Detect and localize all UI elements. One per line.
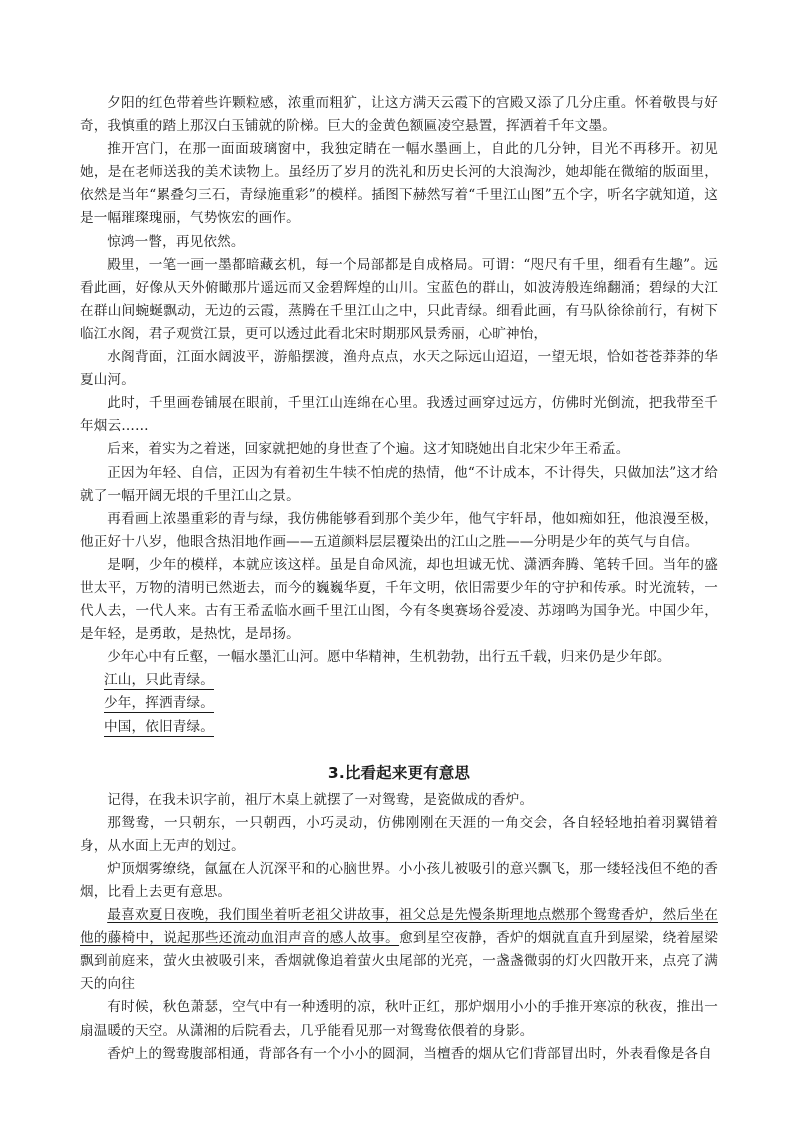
paragraph: 那鸳鸯，一只朝东，一只朝西，小巧灵动，仿佛刚刚在天涯的一角交会，各自轻轻地拍着羽翼错着身，从水面上无声的划过。 [80,814,718,854]
essay-body [80,92,718,1066]
section-title: 3.比看起来更有意思 [327,763,471,782]
paragraph: 是啊，少年的模样，本就应该这样。虽是自命风流，却也坦诚无忧、潇洒奔腾、笔转千回。当年的盛世太平，万物的清明已然逝去，而今的巍巍华夏，千年文明，依旧需要少年的守护和传承。时光流转，一代人去，一代人来。古有王希孟临水画千里江山图，今有冬奥赛场谷爱凌、苏翊鸣为国争光。中国少年，是年轻，是勇敢，是热忱，是昂扬。 [80,556,718,643]
paragraph: 惊鸿一瞥，再见依然。 [107,233,245,250]
paragraph: 正因为年轻、自信，正因为有着初生牛犊不怕虎的热情，他“不计成本，不计得失，只做加法”这才给就了一幅开阔无垠的千里江山之景。 [80,464,718,504]
paragraph: 炉顶烟雾缭绕，氤氲在人沉深平和的心脑世界。小小孩儿被吸引的意兴飘飞，那一缕轻浅但不绝的香烟，比看上去更有意思。 [80,860,718,900]
paragraph: 殿里，一笔一画一墨都暗藏玄机，每一个局部都是自成格局。可谓：“咫尺有千里，细看有生趣”。远看此画，好像从天外俯瞰那片遥远而又金碧辉煌的山川。宝蓝色的群山，如波涛般连绵翻涌；碧绿的大江在群山间蜿蜒飘动，无边的云霞，蒸腾在千里江山之中，只此青绿。细看此画，有马队徐徐前行，有树下临江水阁，君子观赏江景，更可以透过此看北宋时期那风景秀丽，心旷神怡， [80,256,718,342]
paragraph: 记得，在我未识字前，祖厅木桌上就摆了一对鸳鸯，是瓷做成的香炉。 [107,791,534,808]
paragraph: 夕阳的红色带着些许颗粒感，浓重而粗犷，让这方满天云霞下的宫殿又添了几分庄重。怀着敬畏与好奇，我慎重的踏上那汉白玉铺就的阶梯。巨大的金黄色额匾凌空悬置，挥洒着千年文墨。 [80,95,718,135]
paragraph: 推开宫门，在那一面面玻璃窗中，我独定睛在一幅水墨画上，自此的几分钟，目光不再移开。初见她，是在老师送我的美术读物上。虽经历了岁月的洗礼和历史长河的大浪淘沙，她却能在微缩的版面里，依然是当年“累叠匀三石，青绿施重彩”的模样。插图下赫然写着“千里江山图”五个字，听名字就知道，这是一幅璀璨瑰丽，气势恢宏的画作。 [80,141,718,227]
paragraph: 水阁背面，江面水阔波平，游船摆渡，渔舟点点，水天之际远山迢迢，一望无垠，恰如苍苍莽莽的华夏山河。 [80,349,718,389]
underlined-sentence: 最喜欢夏日夜晚，我们围坐着听老祖父讲故事，祖父总是先慢条斯理地点燃那个鸳鸯香炉，然后坐在他的藤椅中，说起那些还流动血泪声音的感人故事。 [80,907,718,947]
paragraph: 后来，着实为之着迷，回家就把她的身世查了个遍。这才知晓她出自北宋少年王希孟。 [107,441,630,458]
paragraph: 香炉上的鸳鸯腹部相通，背部各有一个小小的圆洞，当檀香的烟从它们背部冒出时，外表看像是各自 [107,1045,712,1062]
paragraph: 少年心中有丘壑，一幅水墨汇山河。愿中华精神，生机勃勃，出行五千载，归来仍是少年郎。 [107,649,671,666]
paragraph: 再看画上浓墨重彩的青与绿，我仿佛能够看到那个美少年，他气宇轩昂，他如痴如狂，他浪漫至极，他正好十八岁，他眼含热泪地作画——五道颜料层层覆染出的江山之胜——分明是少年的英气与自信。 [80,510,718,550]
paragraph-rest: 愈到星空夜静，香炉的烟就直直升到屋梁，绕着屋梁飘到前庭来，萤火虫被吸引来，香烟就像追着萤火虫尾部的光亮，一盏盏微弱的灯火四散开来，点亮了满天的向往 [80,930,718,993]
underlined-line: 江山，只此青绿。 [104,672,214,689]
underlined-line: 中国，依旧青绿。 [104,718,214,735]
paragraph-underlined [80,904,718,996]
paragraph: 此时，千里画卷铺展在眼前，千里江山连绵在心里。我透过画穿过远方，仿佛时光倒流，把我带至千年烟云…… [80,395,718,435]
paragraph: 有时候，秋色萧瑟，空气中有一种透明的凉，秋叶正红，那炉烟用小小的手推开寒凉的秋夜，推出一扇温暖的天空。从潇湘的后院看去，几乎能看见那一对鸳鸯依偎着的身影。 [80,999,718,1039]
underlined-line: 少年，挥洒青绿。 [104,695,214,712]
